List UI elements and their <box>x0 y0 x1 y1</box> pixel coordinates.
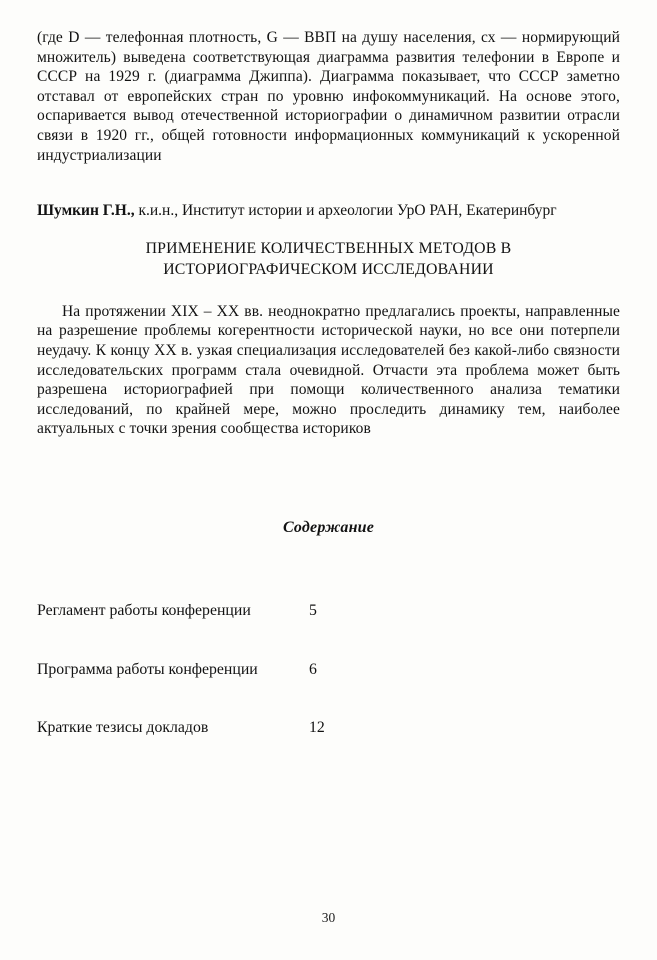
toc-item-label: Регламент работы конференции <box>37 601 251 619</box>
author-name: Шумкин Г.Н., <box>37 202 135 220</box>
article-title-line2: ИСТОРИОГРАФИЧЕСКОМ ИССЛЕДОВАНИИ <box>163 261 494 279</box>
paragraph-abstract: На протяжении XIX – XX вв. неоднократно предлагались проекты, направленные на разрешение проблемы когерентности исторической науки, но все они потерпели неудачу. К концу XX в. узкая специализация исследователей без какой-либо связности исследовательских программ стала очевидной. Отчасти эта проблема может быть разрешена историографией при помощи количественного анализа тематики исследований, по крайней мере, можно проследить динамику тем, наиболее актуальных с точки зрения сообщества историков <box>37 302 620 438</box>
toc-item <box>37 660 620 680</box>
author-line <box>37 201 620 221</box>
toc-item-page: 12 <box>308 719 325 737</box>
toc-item-label: Программа работы конференции <box>37 660 258 678</box>
toc-item <box>37 718 620 738</box>
author-affiliation: к.и.н., Институт истории и археологии УрО РАН, Екатеринбург <box>134 202 557 220</box>
toc-item <box>37 601 620 621</box>
toc-item-page: 6 <box>308 660 317 678</box>
toc-item-label: Краткие тезисы докладов <box>37 719 209 737</box>
toc-item-page: 5 <box>308 601 317 619</box>
article-title <box>37 238 620 281</box>
paragraph-gipp-diagram: (где D — телефонная плотность, G — ВВП на душу населения, сх — нормирующий множитель) выведена соответствующая диаграмма развития телефонии в Европе и СССР на 1929 г. (диаграмма Джиппа). Диаграмма показывает, что СССР заметно отставал от европейских стран по уровню инфокоммуникаций. На основе этого, оспаривается вывод отечественной историографии о динамичном развитии отрасли связи в 1920 гг., общей готовности информационных коммуникаций к ускоренной индустриализации <box>37 29 620 164</box>
table-of-contents <box>37 601 620 738</box>
toc-heading: Содержание <box>282 518 375 536</box>
article-title-line1: ПРИМЕНЕНИЕ КОЛИЧЕСТВЕННЫХ МЕТОДОВ В <box>145 239 512 257</box>
page-number: 30 <box>321 910 336 925</box>
